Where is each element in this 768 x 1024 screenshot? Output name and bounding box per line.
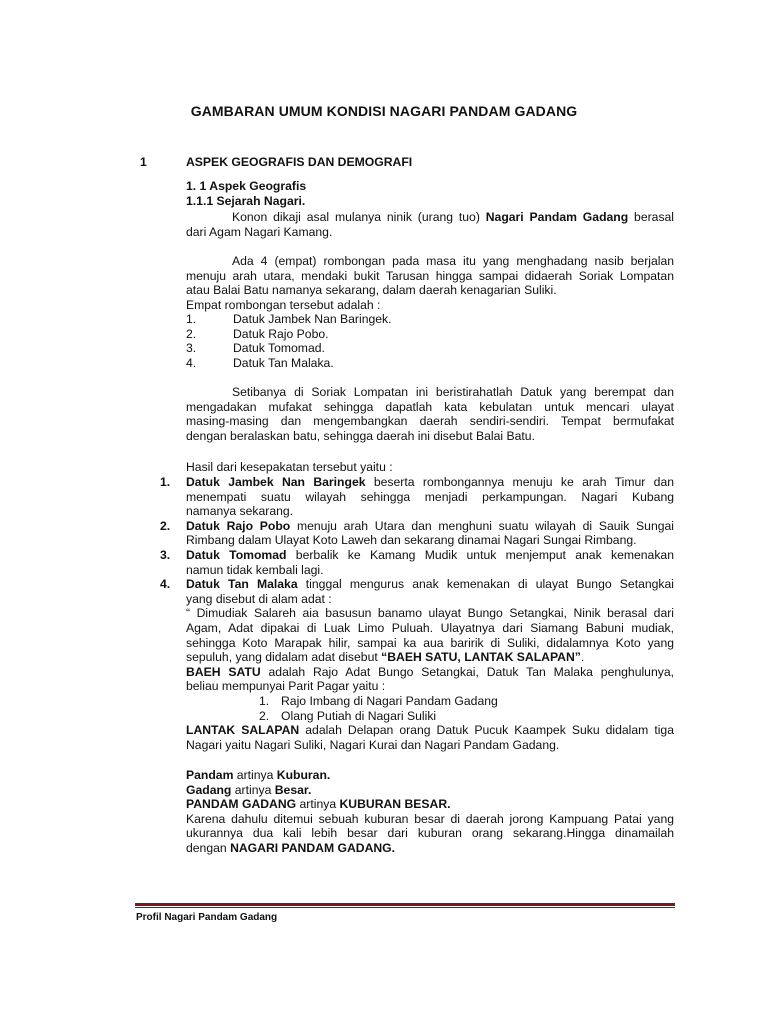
paragraph-line: menuju arah utara, mendaki bukit Tarusan hingga sampai didaerah Soriak Lompatan: [186, 268, 674, 283]
closing-line: dengan NAGARI PANDAM GADANG.: [186, 840, 396, 855]
lantak-salapan-line: LANTAK SALAPAN adalah Delapan orang Datuk Pucuk Kaampek Suku didalam tiga: [186, 723, 674, 738]
list-item: 2. Datuk Rajo Pobo.: [186, 326, 329, 341]
document-title: GAMBARAN UMUM KONDISI NAGARI PANDAM GADANG: [190, 103, 578, 119]
paragraph-rombongan: [186, 254, 674, 312]
arti-line: Gadang artinya Besar.: [186, 782, 312, 797]
arti-line: Pandam artinya Kuburan.: [186, 768, 331, 782]
list-item: 3. Datuk Tomomad berbalik ke Kamang Mudik untuk menjemput anak kemenakan namun tidak kembali lagi.: [160, 547, 674, 577]
adat-quote-line: sehingga Koto Marapak hilir, sampai ka aua baririk di Suliki, didalamnya Koto yang: [186, 635, 674, 650]
adat-quote-line: “ Dimudiak Salareh aia basusun banamo ulayat Bungo Setangkai, Ninik berasal dari: [186, 606, 674, 621]
footer-rule-thin: [135, 907, 675, 908]
paragraph-line: dari Agam Nagari Kamang.: [186, 224, 333, 239]
footer-rule: [135, 903, 675, 906]
paragraph-balai-batu: [186, 385, 674, 443]
list-item: 3. Datuk Tomomad.: [186, 341, 325, 356]
arti-block: [186, 768, 674, 856]
closing-line: Karena dahulu ditemui sebuah kuburan besar di daerah jorong Kampuang Patai yang: [186, 811, 674, 826]
list-item: 2. Datuk Rajo Pobo menuju arah Utara dan menghuni suatu wilayah di Sauik Sungai Rimbang dalam Ulayat Koto Laweh dan sekarang dinamai Nagari Sungai Rimbang.: [160, 518, 674, 548]
paragraph-line: Empat rombongan tersebut adalah :: [186, 297, 381, 312]
hasil-list: [160, 475, 674, 752]
list-item: 2. Olang Putiah di Nagari Suliki: [259, 708, 437, 723]
parit-pagar-list: [259, 694, 674, 723]
lantak-salapan-line: Nagari yaitu Nagari Suliki, Nagari Kurai dan Nagari Pandam Gadang.: [186, 737, 560, 752]
footer-text: Profil Nagari Pandam Gadang: [136, 912, 278, 923]
list-item: 4. Datuk Tan Malaka tinggal mengurus anak kemenakan di ulayat Bungo Setangkai yang disebut di alam adat : “ Dimudiak Salareh aia basusun banamo ulayat Bungo Setangkai, Ninik berasal dari Agam, Adat dipakai di Luak Limo Puluah. Ulayatnya dari Siamang Babuni mudiak, sehingga Koto Marapak hilir, sampai ka aua baririk di Suliki, didalamnya Koto yang sepuluh, yang didalam adat disebut “BAEH SATU, LANTAK SALAPAN”. BAEH SATU adalah Rajo Adat Bungo Setangkai, Datuk Tan Malaka penghulunya, beliau mempunyai Parit Pagar yaitu : 1. Rajo Imbang di Nagari Pandam Gadang 2. Olang Putiah di Nagari Suliki LANTAK SALAPAN adalah Delapan orang Datuk Pucuk Kaampek Suku didalam tiga Nagari yaitu Nagari Suliki, Nagari Kurai dan Nagari Pandam Gadang.: [160, 577, 675, 752]
arti-line: PANDAM GADANG artinya KUBURAN BESAR.: [186, 797, 451, 812]
adat-quote-line: sepuluh, yang didalam adat disebut “BAEH SATU, LANTAK SALAPAN”.: [186, 650, 585, 665]
adat-quote-line: Agam, Adat dipakai di Luak Limo Puluah. Ulayatnya dari Siamang Babuni mudiak,: [186, 620, 674, 635]
subsection-heading: 1. 1 Aspek Geografis: [186, 179, 307, 193]
paragraph-origin: [186, 210, 674, 239]
paragraph-line: Ada 4 (empat) rombongan pada masa itu yang menghadang nasib berjalan: [232, 254, 674, 268]
baeh-satu-line: beliau mempunyai Parit Pagar yaitu :: [186, 679, 386, 694]
section-title: ASPEK GEOGRAFIS DAN DEMOGRAFI: [186, 155, 413, 169]
list-item: 1. Datuk Jambek Nan Baringek beserta rombongannya menuju ke arah Timur dan menempati suatu wilayah sehingga menjadi perkampungan. Nagari Kubang namanya sekarang.: [160, 475, 675, 519]
paragraph-line: mengadakan mufakat sehingga dapatlah kata kebulatan untuk mencari ulayat: [186, 399, 674, 414]
rombongan-list: [186, 312, 392, 370]
closing-line: ukurannya dua kali lebih besar dari kuburan orang sekarang.Hingga dinamailah: [186, 826, 674, 841]
paragraph-line: masing-masing dan mengembangkan daerah sendiri-sendiri. Tempat bermufakat: [186, 414, 674, 429]
section-number: 1: [140, 155, 147, 169]
subsubsection-heading: 1.1.1 Sejarah Nagari.: [186, 194, 306, 208]
list-item: 4. Datuk Tan Malaka.: [186, 355, 334, 370]
hasil-intro: Hasil dari kesepakatan tersebut yaitu :: [186, 460, 393, 474]
baeh-satu-line: BAEH SATU adalah Rajo Adat Bungo Setangkai, Datuk Tan Malaka penghulunya,: [186, 664, 674, 679]
list-item: 1. Datuk Jambek Nan Baringek.: [186, 312, 392, 326]
paragraph-line: Konon dikaji asal mulanya ninik (urang tuo) Nagari Pandam Gadang berasal: [232, 210, 675, 224]
paragraph-line: atau Balai Batu namanya sekarang, dalam daerah kenagarian Suliki.: [186, 283, 557, 298]
paragraph-line: dengan beralaskan batu, sehingga daerah ini disebut Balai Batu.: [186, 428, 535, 443]
paragraph-line: Setibanya di Soriak Lompatan ini beristirahatlah Datuk yang berempat dan: [232, 385, 674, 399]
list-item: 1. Rajo Imbang di Nagari Pandam Gadang: [259, 693, 498, 708]
